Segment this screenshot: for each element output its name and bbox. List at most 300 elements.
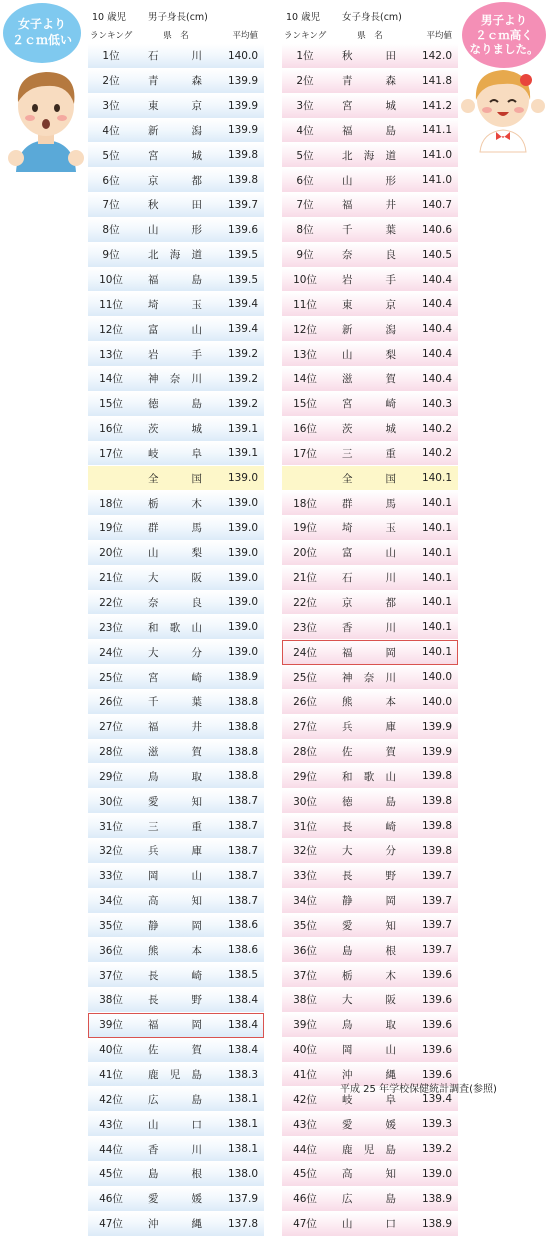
value-cell: 139.4 (227, 323, 258, 336)
prefecture-cell: 石 川 (342, 572, 396, 585)
table-row (282, 889, 458, 914)
table-row (282, 292, 458, 317)
value-cell: 140.1 (421, 521, 452, 534)
value-cell: 138.7 (227, 844, 258, 857)
rank-cell: 4位 (102, 124, 120, 137)
rank-cell: 25位 (293, 671, 317, 684)
rank-cell: 46位 (293, 1193, 317, 1206)
rank-cell: 24位 (99, 646, 123, 659)
rank-cell: 7位 (296, 199, 314, 212)
prefecture-cell: 栃 木 (148, 497, 202, 510)
table-row (282, 119, 458, 144)
prefecture-cell: 三 重 (148, 820, 202, 833)
rank-cell: 25位 (99, 671, 123, 684)
prefecture-cell: 石 川 (148, 50, 202, 63)
prefecture-cell: 福 井 (342, 199, 396, 212)
value-cell: 139.0 (227, 571, 258, 584)
rank-cell: 16位 (99, 423, 123, 436)
prefecture-cell: 宮 城 (342, 100, 396, 113)
prefecture-cell: 愛 知 (148, 795, 202, 808)
boy-bubble-line2: ２ｃｍ低い (11, 33, 72, 47)
prefecture-cell: 福 井 (148, 721, 202, 734)
rank-cell: 45位 (293, 1168, 317, 1181)
rank-cell: 39位 (99, 1019, 123, 1032)
prefecture-cell: 徳 島 (148, 398, 202, 411)
value-cell: 140.6 (421, 223, 452, 236)
prefecture-cell: 東 京 (148, 100, 202, 113)
prefecture-cell: 東 京 (342, 298, 396, 311)
table-row (282, 1187, 458, 1212)
value-cell: 139.9 (227, 74, 258, 87)
value-cell: 138.6 (227, 919, 258, 932)
prefecture-cell: 高 知 (342, 1168, 396, 1181)
prefecture-cell: 奈 良 (342, 249, 396, 262)
rank-cell: 31位 (99, 820, 123, 833)
table-row (282, 690, 458, 715)
rank-cell: 9位 (296, 249, 314, 262)
prefecture-cell: 佐 賀 (148, 1044, 202, 1057)
value-cell: 140.1 (421, 646, 452, 659)
value-cell: 139.7 (421, 919, 452, 932)
table-row (88, 44, 264, 69)
source-note: 平成 25 年学校保健統計調査(参照) (340, 1084, 497, 1095)
prefecture-cell: 岩 手 (148, 348, 202, 361)
boy-character-icon (8, 60, 84, 172)
value-cell: 139.0 (421, 1167, 452, 1180)
rank-cell: 47位 (99, 1218, 123, 1231)
table-row (88, 715, 264, 740)
value-cell: 141.8 (421, 74, 452, 87)
value-cell: 139.9 (421, 720, 452, 733)
table-row (88, 740, 264, 765)
table-row (88, 1087, 264, 1112)
prefecture-cell: 群 馬 (342, 497, 396, 510)
value-cell: 139.2 (227, 397, 258, 410)
table-row (88, 119, 264, 144)
girl-character-icon (460, 60, 546, 152)
prefecture-cell: 愛 知 (342, 919, 396, 932)
value-cell: 139.2 (227, 348, 258, 361)
value-cell: 138.7 (227, 795, 258, 808)
prefecture-cell: 静 岡 (148, 919, 202, 932)
value-cell: 140.4 (421, 348, 452, 361)
value-cell: 140.1 (421, 571, 452, 584)
rank-cell: 13位 (99, 348, 123, 361)
value-cell: 140.5 (421, 248, 452, 261)
national-average-row (282, 466, 458, 491)
value-cell: 138.8 (227, 770, 258, 783)
value-cell: 139.6 (421, 1068, 452, 1081)
rank-cell: 32位 (293, 845, 317, 858)
girl-bubble-line3: なりました。 (469, 42, 539, 57)
table-row (88, 963, 264, 988)
rank-cell: 30位 (293, 795, 317, 808)
rank-cell: 44位 (293, 1143, 317, 1156)
prefecture-cell: 沖 縄 (148, 1218, 202, 1231)
value-cell: 140.3 (421, 397, 452, 410)
prefecture-cell: 大 分 (342, 845, 396, 858)
table-row (88, 317, 264, 342)
prefecture-cell: 愛 媛 (342, 1118, 396, 1131)
value-cell: 140.1 (421, 472, 452, 485)
rank-cell: 30位 (99, 795, 123, 808)
value-cell: 139.9 (227, 124, 258, 137)
value-cell: 138.0 (227, 1167, 258, 1180)
rank-cell: 45位 (99, 1168, 123, 1181)
table-row (88, 988, 264, 1013)
prefecture-cell: 滋 賀 (342, 373, 396, 386)
rank-cell: 16位 (293, 423, 317, 436)
rank-cell: 5位 (102, 149, 120, 162)
table-row (282, 417, 458, 442)
table-row (282, 218, 458, 243)
rank-cell: 18位 (293, 497, 317, 510)
table-row (88, 640, 264, 665)
rank-cell: 27位 (99, 721, 123, 734)
value-cell: 140.4 (421, 273, 452, 286)
prefecture-cell: 栃 木 (342, 969, 396, 982)
table-row (282, 268, 458, 293)
prefecture-cell: 三 重 (342, 447, 396, 460)
prefecture-cell: 長 野 (342, 870, 396, 883)
prefecture-cell: 鳥 取 (148, 770, 202, 783)
rank-cell: 1位 (102, 50, 120, 63)
rank-cell: 3位 (102, 100, 120, 113)
rank-cell: 31位 (293, 820, 317, 833)
rank-cell: 10位 (99, 274, 123, 287)
value-cell: 138.9 (421, 1192, 452, 1205)
girls-table-title: 女子身長(cm) (342, 11, 402, 23)
prefecture-cell: 岩 手 (342, 274, 396, 287)
rank-cell: 7位 (102, 199, 120, 212)
table-row (88, 1013, 264, 1038)
prefecture-cell: 沖 縄 (342, 1069, 396, 1082)
rank-cell: 19位 (99, 522, 123, 535)
table-row (88, 889, 264, 914)
rank-cell: 38位 (99, 994, 123, 1007)
table-row (88, 591, 264, 616)
boys-height-table (88, 6, 264, 1237)
rank-cell: 38位 (293, 994, 317, 1007)
prefecture-cell: 佐 賀 (342, 746, 396, 759)
value-cell: 139.5 (227, 273, 258, 286)
table-row (282, 1013, 458, 1038)
rank-cell: 22位 (293, 596, 317, 609)
prefecture-cell: 秋 田 (342, 50, 396, 63)
rank-cell: 12位 (293, 323, 317, 336)
boys-col-pref: 県 名 (163, 30, 189, 41)
prefecture-cell: 鹿 児 島 (342, 1143, 396, 1156)
rank-cell: 34位 (293, 895, 317, 908)
table-row (88, 94, 264, 119)
value-cell: 139.4 (227, 298, 258, 311)
value-cell: 137.8 (227, 1217, 258, 1230)
prefecture-cell: 奈 良 (148, 596, 202, 609)
value-cell: 139.0 (227, 621, 258, 634)
rank-cell: 26位 (293, 696, 317, 709)
value-cell: 139.9 (227, 99, 258, 112)
prefecture-cell: 新 潟 (342, 323, 396, 336)
table-row (282, 491, 458, 516)
value-cell: 138.9 (227, 671, 258, 684)
prefecture-cell: 富 山 (342, 547, 396, 560)
table-row (88, 516, 264, 541)
value-cell: 139.7 (421, 869, 452, 882)
value-cell: 139.2 (227, 372, 258, 385)
girl-speech-bubble (462, 2, 546, 68)
table-row (282, 988, 458, 1013)
prefecture-cell: 山 梨 (148, 547, 202, 560)
rank-cell: 10位 (293, 274, 317, 287)
rank-cell: 2位 (296, 75, 314, 88)
value-cell: 139.8 (227, 174, 258, 187)
value-cell: 139.6 (421, 969, 452, 982)
prefecture-cell: 島 根 (148, 1168, 202, 1181)
table-row (282, 963, 458, 988)
prefecture-cell: 京 都 (342, 596, 396, 609)
prefecture-cell: 和 歌 山 (342, 770, 396, 783)
table-row (282, 516, 458, 541)
table-row (282, 789, 458, 814)
prefecture-cell: 福 島 (342, 124, 396, 137)
rank-cell: 17位 (99, 447, 123, 460)
national-average-row (88, 466, 264, 491)
prefecture-cell: 香 川 (342, 621, 396, 634)
table-row (282, 591, 458, 616)
prefecture-cell: 愛 媛 (148, 1193, 202, 1206)
value-cell: 139.0 (227, 646, 258, 659)
table-row (88, 541, 264, 566)
rank-cell: 42位 (99, 1093, 123, 1106)
prefecture-cell: 高 知 (148, 895, 202, 908)
table-row (282, 541, 458, 566)
table-row (282, 1162, 458, 1187)
table-row (282, 814, 458, 839)
boy-bubble-line1: 女子より (17, 17, 66, 32)
rank-cell: 5位 (296, 149, 314, 162)
value-cell: 141.0 (421, 149, 452, 162)
prefecture-cell: 滋 賀 (148, 746, 202, 759)
table-row (282, 317, 458, 342)
table-row (88, 1212, 264, 1237)
prefecture-cell: 岡 山 (148, 870, 202, 883)
value-cell: 139.8 (421, 844, 452, 857)
value-cell: 140.1 (421, 497, 452, 510)
prefecture-cell: 青 森 (342, 75, 396, 88)
rank-cell: 42位 (293, 1093, 317, 1106)
value-cell: 139.0 (227, 497, 258, 510)
girl-bubble-line2: ２ｃｍ高く (475, 27, 533, 42)
girls-column-headers (282, 25, 458, 44)
prefecture-cell: 広 島 (342, 1193, 396, 1206)
value-cell: 138.4 (227, 1018, 258, 1031)
rank-cell: 40位 (293, 1044, 317, 1057)
table-row (88, 1063, 264, 1088)
rank-cell: 22位 (99, 596, 123, 609)
prefecture-cell: 岐 阜 (342, 1093, 396, 1106)
table-row (282, 1038, 458, 1063)
prefecture-cell: 茨 城 (148, 423, 202, 436)
value-cell: 139.6 (421, 1018, 452, 1031)
prefecture-cell: 神 奈 川 (148, 373, 202, 386)
prefecture-cell: 全 国 (148, 472, 202, 485)
prefecture-cell: 青 森 (148, 75, 202, 88)
rank-cell: 39位 (293, 1019, 317, 1032)
rank-cell: 28位 (293, 746, 317, 759)
prefecture-cell: 兵 庫 (148, 845, 202, 858)
rank-cell: 27位 (293, 721, 317, 734)
table-row (88, 268, 264, 293)
table-row (282, 615, 458, 640)
value-cell: 139.2 (421, 1143, 452, 1156)
rank-cell: 18位 (99, 497, 123, 510)
rank-cell: 26位 (99, 696, 123, 709)
prefecture-cell: 埼 玉 (342, 522, 396, 535)
prefecture-cell: 福 島 (148, 274, 202, 287)
table-row (282, 143, 458, 168)
prefecture-cell: 熊 本 (342, 696, 396, 709)
boys-table-title: 男子身長(cm) (148, 11, 208, 23)
rank-cell: 4位 (296, 124, 314, 137)
table-row (88, 1162, 264, 1187)
prefecture-cell: 岐 阜 (148, 447, 202, 460)
prefecture-cell: 埼 玉 (148, 298, 202, 311)
table-row (88, 417, 264, 442)
rank-cell: 33位 (99, 870, 123, 883)
prefecture-cell: 大 分 (148, 646, 202, 659)
prefecture-cell: 宮 崎 (148, 671, 202, 684)
rank-cell: 13位 (293, 348, 317, 361)
table-row (88, 193, 264, 218)
prefecture-cell: 福 岡 (342, 646, 396, 659)
rank-cell: 35位 (293, 919, 317, 932)
table-row (88, 914, 264, 939)
rank-cell: 12位 (99, 323, 123, 336)
prefecture-cell: 千 葉 (148, 696, 202, 709)
value-cell: 140.0 (421, 695, 452, 708)
rank-cell: 2位 (102, 75, 120, 88)
girls-col-value: 平均値 (426, 30, 452, 41)
value-cell: 142.0 (421, 49, 452, 62)
rank-cell: 14位 (99, 373, 123, 386)
value-cell: 140.4 (421, 298, 452, 311)
prefecture-cell: 山 口 (342, 1218, 396, 1231)
value-cell: 140.2 (421, 447, 452, 460)
rank-cell: 8位 (102, 224, 120, 237)
prefecture-cell: 大 阪 (342, 994, 396, 1007)
value-cell: 140.7 (421, 198, 452, 211)
value-cell: 138.1 (227, 1118, 258, 1131)
table-row (88, 392, 264, 417)
table-row (88, 764, 264, 789)
table-row (88, 938, 264, 963)
rank-cell: 43位 (99, 1118, 123, 1131)
girls-rows (282, 44, 458, 1237)
girl-bubble-line1: 男子より (481, 12, 527, 27)
value-cell: 139.6 (227, 223, 258, 236)
prefecture-cell: 島 根 (342, 944, 396, 957)
prefecture-cell: 和 歌 山 (148, 621, 202, 634)
rank-cell: 33位 (293, 870, 317, 883)
table-row (88, 143, 264, 168)
value-cell: 140.0 (227, 49, 258, 62)
value-cell: 139.0 (227, 546, 258, 559)
table-row (282, 914, 458, 939)
boys-col-rank: ランキング (90, 30, 133, 41)
value-cell: 139.6 (421, 993, 452, 1006)
rank-cell: 47位 (293, 1218, 317, 1231)
prefecture-cell: 兵 庫 (342, 721, 396, 734)
table-row (282, 665, 458, 690)
prefecture-cell: 富 山 (148, 323, 202, 336)
rank-cell: 28位 (99, 746, 123, 759)
prefecture-cell: 山 形 (148, 224, 202, 237)
rank-cell: 20位 (99, 547, 123, 560)
rank-cell: 32位 (99, 845, 123, 858)
prefecture-cell: 全 国 (342, 472, 396, 485)
value-cell: 138.5 (227, 969, 258, 982)
rank-cell: 24位 (293, 646, 317, 659)
table-row (282, 243, 458, 268)
girls-height-table (282, 6, 458, 1237)
value-cell: 140.2 (421, 422, 452, 435)
table-row (88, 342, 264, 367)
value-cell: 139.8 (421, 795, 452, 808)
boys-age-label: 10 歳児 (92, 11, 127, 23)
rank-cell: 37位 (293, 969, 317, 982)
prefecture-cell: 香 川 (148, 1143, 202, 1156)
table-row (88, 218, 264, 243)
rank-cell: 29位 (99, 770, 123, 783)
rank-cell: 29位 (293, 770, 317, 783)
value-cell: 138.7 (227, 869, 258, 882)
value-cell: 141.0 (421, 174, 452, 187)
rank-cell: 36位 (99, 944, 123, 957)
value-cell: 137.9 (227, 1192, 258, 1205)
value-cell: 139.9 (421, 745, 452, 758)
table-row (282, 740, 458, 765)
table-row (88, 367, 264, 392)
table-row (282, 764, 458, 789)
value-cell: 139.5 (227, 248, 258, 261)
table-row (282, 864, 458, 889)
value-cell: 139.3 (421, 1118, 452, 1131)
value-cell: 139.8 (227, 149, 258, 162)
rank-cell: 15位 (293, 398, 317, 411)
value-cell: 138.1 (227, 1143, 258, 1156)
table-row (282, 640, 458, 665)
rank-cell: 17位 (293, 447, 317, 460)
value-cell: 138.4 (227, 1043, 258, 1056)
rank-cell: 3位 (296, 100, 314, 113)
table-row (88, 789, 264, 814)
value-cell: 139.8 (421, 770, 452, 783)
prefecture-cell: 新 潟 (148, 124, 202, 137)
boys-column-headers (88, 25, 264, 44)
girls-col-rank: ランキング (284, 30, 327, 41)
prefecture-cell: 秋 田 (148, 199, 202, 212)
rank-cell: 6位 (296, 174, 314, 187)
rank-cell: 36位 (293, 944, 317, 957)
value-cell: 140.4 (421, 372, 452, 385)
table-row (282, 367, 458, 392)
table-row (88, 1187, 264, 1212)
table-row (282, 1137, 458, 1162)
prefecture-cell: 京 都 (148, 174, 202, 187)
table-row (282, 392, 458, 417)
prefecture-cell: 長 野 (148, 994, 202, 1007)
table-row (282, 1212, 458, 1237)
